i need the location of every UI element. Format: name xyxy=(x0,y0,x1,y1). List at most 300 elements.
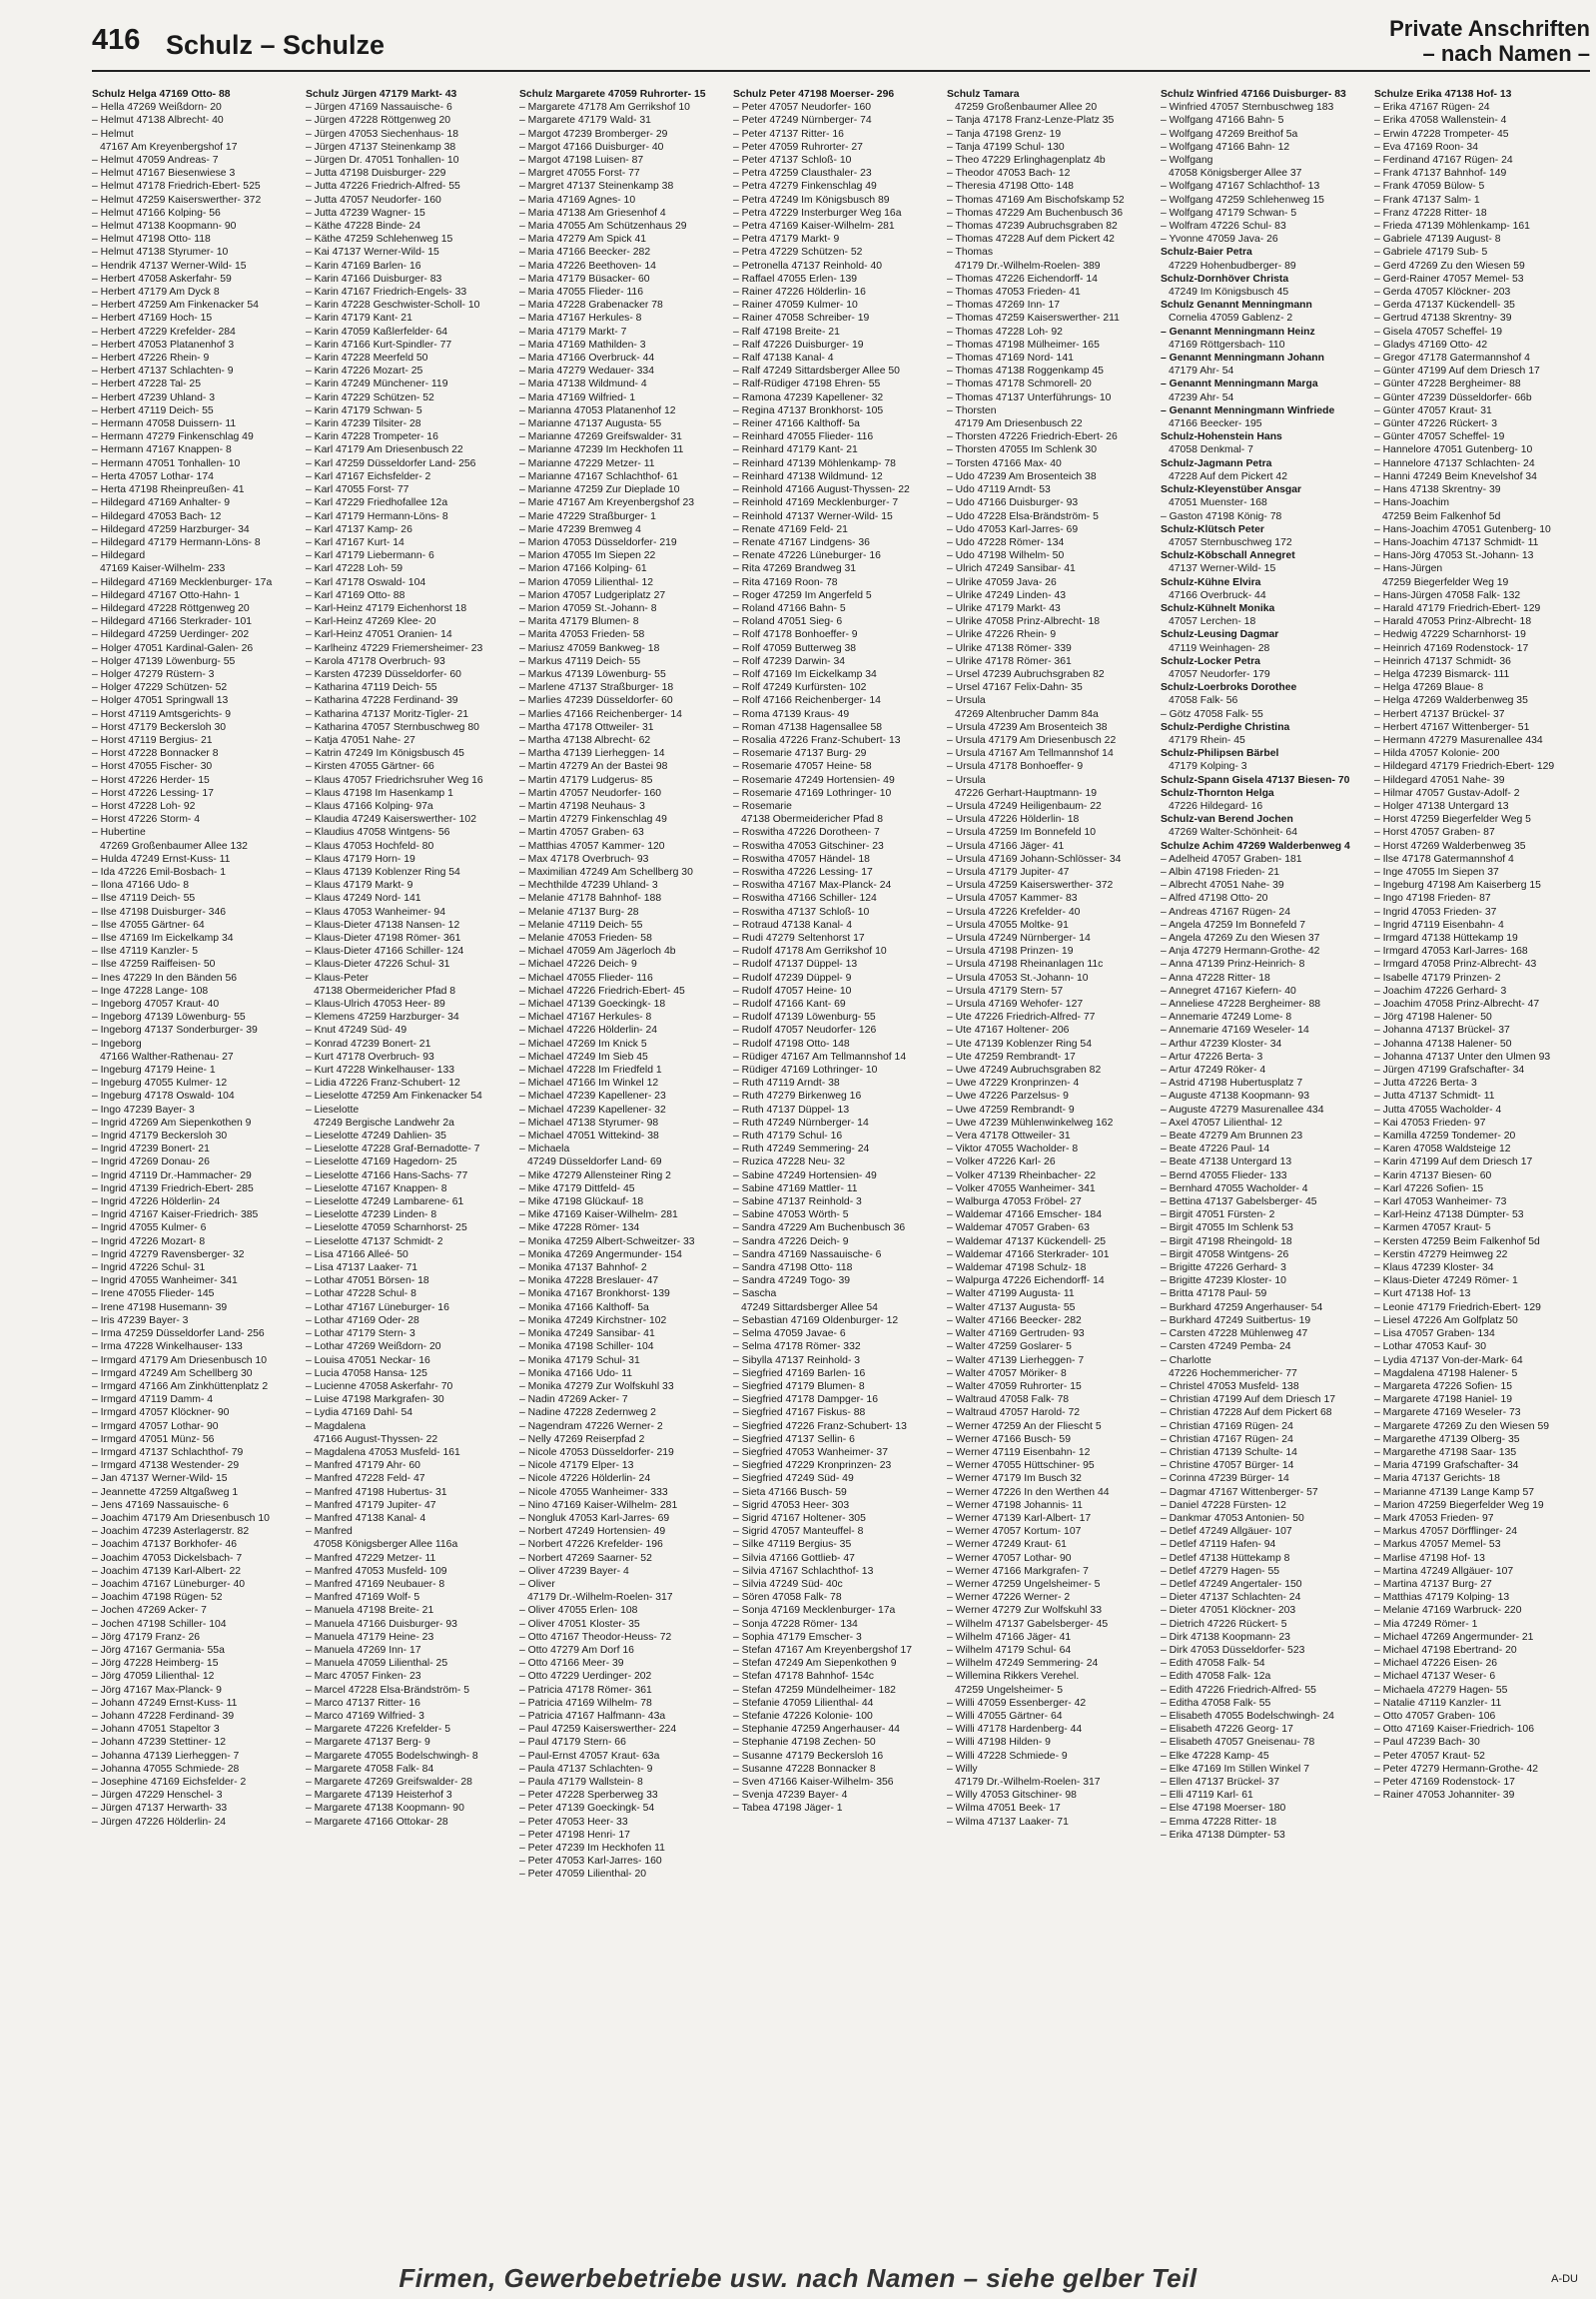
listing-entry: – Markus 47057 Memel- 53 xyxy=(1374,1539,1501,1551)
listing-entry: – Ursula 47226 Hölderlin- 18 xyxy=(947,814,1080,826)
listing-entry: – Werner 47179 Im Busch 32 xyxy=(947,1473,1082,1485)
listing-entry: – Sandra 47169 Nassauische- 6 xyxy=(733,1248,882,1260)
listing-entry: – Sabine 47053 Wörth- 5 xyxy=(733,1209,849,1221)
listing-entry: – Waldemar 47137 Kückendell- 25 xyxy=(947,1235,1107,1247)
listing-entry: – Horst 47228 Bonnacker 8 xyxy=(92,748,219,760)
listing-entry: – Johanna 47055 Schmiede- 28 xyxy=(92,1763,240,1775)
listing-entry: – Ulrike 47058 Prinz-Albrecht- 18 xyxy=(947,616,1101,628)
listing-entry: – Margarete 47169 Weseler- 73 xyxy=(1374,1407,1521,1419)
listing-entry: – Kurt 47138 Hof- 13 xyxy=(1374,1288,1471,1300)
listing-entry: – Rolf 47249 Kurfürsten- 102 xyxy=(733,682,867,694)
listing-entry: – Jörg 47167 Max-Planck- 9 xyxy=(92,1684,222,1696)
listing-entry: – Otto 47167 Theodor-Heuss- 72 xyxy=(519,1631,672,1643)
listing-entry: 47057 Sternbuschweg 172 xyxy=(1169,536,1292,548)
listing-entry: – Silvia 47167 Schlachthof- 13 xyxy=(733,1565,874,1577)
listing-entry: – Werner 47198 Johannis- 11 xyxy=(947,1499,1083,1511)
listing-entry: – Rüdiger 47169 Lothringer- 10 xyxy=(733,1065,878,1077)
listing-entry: – Werner 47057 Kortum- 107 xyxy=(947,1526,1082,1538)
listing-entry: – Maria 47169 Mathilden- 3 xyxy=(519,339,646,351)
listing-entry: – Jürgen Dr. 47051 Tonhallen- 10 xyxy=(306,155,459,167)
listing-entry: – Kai 47053 Frieden- 97 xyxy=(1374,1117,1486,1129)
listing-entry: – Torsten 47166 Max- 40 xyxy=(947,457,1062,469)
listing-entry: – Siegfried 47229 Kronprinzen- 23 xyxy=(733,1460,892,1472)
footer-note: Firmen, Gewerbebetriebe usw. nach Namen – siehe gelber Teil xyxy=(399,2263,1197,2293)
listing-entry: – Karin 47226 Mozart- 25 xyxy=(306,366,423,378)
listing-entry: 47229 Hohenbudberger- 89 xyxy=(1169,260,1296,272)
listing-entry: – Margarete 47226 Krefelder- 5 xyxy=(306,1724,450,1736)
listing-column xyxy=(92,88,300,2170)
listing-entry: – Uwe 47226 Parzelsus- 9 xyxy=(947,1091,1069,1103)
listing-entry: – Thomas 47178 Schmorell- 20 xyxy=(947,379,1092,390)
listing-entry: – Angela 47269 Zu den Wiesen 37 xyxy=(1161,933,1320,944)
listing-entry: – Ruth 47279 Birkenweg 16 xyxy=(733,1091,862,1103)
listing-entry: – Hildegard 47166 Sterkrader- 101 xyxy=(92,616,252,628)
listing-entry: – Katrin 47249 Im Königsbusch 45 xyxy=(306,748,464,760)
listing-entry: – Emma 47228 Ritter- 18 xyxy=(1161,1816,1277,1828)
listing-entry: – Margarete 47055 Bodelschwingh- 8 xyxy=(306,1750,478,1762)
listing-entry: – Willi 47228 Schmiede- 9 xyxy=(947,1750,1068,1762)
listing-entry: Schulz Margarete 47059 Ruhrorter- 15 xyxy=(519,89,706,100)
listing-entry: – Eva 47169 Roon- 34 xyxy=(1374,141,1478,153)
listing-entry: – Wolfgang 47179 Schwan- 5 xyxy=(1161,207,1297,219)
listing-entry: – Magdalena 47053 Musfeld- 161 xyxy=(306,1446,460,1458)
listing-entry: – Thomas 47228 Auf dem Pickert 42 xyxy=(947,234,1115,246)
listing-entry: – Rita 47169 Roon- 78 xyxy=(733,576,838,588)
listing-entry: – Sandra 47226 Deich- 9 xyxy=(733,1235,849,1247)
listing-entry: – Waldemar 47166 Sterkrader- 101 xyxy=(947,1248,1110,1260)
listing-entry: – Willi 47178 Hardenberg- 44 xyxy=(947,1724,1083,1736)
listing-entry: – Margarete 47138 Koopmann- 90 xyxy=(306,1803,464,1815)
listing-entry: – Helmut 47178 Friedrich-Ebert- 525 xyxy=(92,181,261,193)
listing-entry: Schulz-Perdighe Christina xyxy=(1161,721,1290,733)
listing-entry: Schulz-Dornhöver Christa xyxy=(1161,273,1289,285)
listing-entry: – Paula 47179 Wallstein- 8 xyxy=(519,1777,643,1788)
listing-entry: – Tanja 47178 Franz-Lenze-Platz 35 xyxy=(947,115,1115,127)
listing-entry: – Markus 47119 Deich- 55 xyxy=(519,655,641,667)
listing-entry: – Heinrich 47137 Schmidt- 36 xyxy=(1374,655,1511,667)
listing-entry: – Vera 47178 Ottweiler- 31 xyxy=(947,1131,1071,1143)
listing-entry: – Thomas 47137 Unterführungs- 10 xyxy=(947,391,1112,403)
listing-entry: – Roswitha 47053 Gitschiner- 23 xyxy=(733,840,884,852)
listing-entry: – Horst 47269 Walderbenweg 35 xyxy=(1374,840,1526,852)
listing-entry: – Tabea 47198 Jäger- 1 xyxy=(733,1803,843,1815)
listing-entry: – Klaudia 47249 Kaiserswerther- 102 xyxy=(306,814,476,826)
listing-entry: – Udo 47053 Karl-Jarres- 69 xyxy=(947,523,1079,535)
listing-entry: – Helmut xyxy=(92,128,134,140)
listing-entry: – Manfred xyxy=(306,1526,353,1538)
listing-entry: – Maria 47167 Herkules- 8 xyxy=(519,313,642,325)
listing-entry: – Walter 47057 Möriker- 8 xyxy=(947,1367,1067,1379)
listing-entry: – Michaela xyxy=(519,1144,570,1155)
listing-entry: – Margot 47239 Bromberger- 29 xyxy=(519,128,668,140)
listing-entry: – Tanja 47199 Schul- 130 xyxy=(947,141,1065,153)
listing-entry: – Brigitte 47226 Gerhard- 3 xyxy=(1161,1262,1286,1274)
listing-entry: – Werner 47166 Markgrafen- 7 xyxy=(947,1565,1089,1577)
listing-entry: – Lothar 47051 Börsen- 18 xyxy=(306,1275,429,1287)
listing-entry: – Lieselotte 47169 Hagedorn- 25 xyxy=(306,1156,457,1168)
listing-entry: – Marianne 47137 Augusta- 55 xyxy=(519,418,662,430)
listing-entry: – Holger 47138 Untergard 13 xyxy=(1374,800,1509,812)
listing-entry: – Thorsten 47055 Im Schlenk 30 xyxy=(947,444,1097,456)
listing-column xyxy=(519,88,727,2170)
listing-entry: – Annegret 47167 Kiefern- 40 xyxy=(1161,985,1296,997)
listing-entry: – Dieter 47051 Klöckner- 203 xyxy=(1161,1605,1296,1617)
listing-entry: 47057 Neudorfer- 179 xyxy=(1169,668,1270,680)
listing-entry: – Udo 47228 Elsa-Brändström- 5 xyxy=(947,510,1099,522)
listing-entry: – Hildegard 47053 Bach- 12 xyxy=(92,510,222,522)
listing-entry: – Petra 47229 Schützen- 52 xyxy=(733,247,863,259)
listing-entry: – Kurt 47228 Winkelhauser- 133 xyxy=(306,1065,455,1077)
listing-entry: – Ute 47167 Holtener- 206 xyxy=(947,1025,1070,1037)
listing-entry: – Joachim 47239 Asterlagerstr. 82 xyxy=(92,1526,250,1538)
listing-entry: – Peter 47228 Sperberweg 33 xyxy=(519,1790,658,1802)
listing-entry: – Sophia 47179 Emscher- 3 xyxy=(733,1631,862,1643)
listing-entry: – Helga 47269 Walderbenweg 35 xyxy=(1374,695,1528,707)
listing-entry: – Anna 47139 Prinz-Heinrich- 8 xyxy=(1161,959,1305,971)
listing-entry: – Holger 47139 Löwenburg- 55 xyxy=(92,655,236,667)
listing-entry: – Manuela 47179 Heine- 23 xyxy=(306,1631,434,1643)
listing-entry: – Sandra 47249 Togo- 39 xyxy=(733,1275,851,1287)
listing-entry: – Rudolf 47239 Düppel- 9 xyxy=(733,972,852,984)
listing-entry: – Käthe 47259 Schlehenweg 15 xyxy=(306,234,453,246)
listing-entry: – Nino 47169 Kaiser-Wilhelm- 281 xyxy=(519,1499,678,1511)
listing-entry: 47119 Weinhagen- 28 xyxy=(1169,642,1270,654)
listing-entry: – Isabelle 47179 Prinzen- 2 xyxy=(1374,972,1501,984)
listing-entry: – Marion 47059 Lilienthal- 12 xyxy=(519,576,654,588)
listing-entry: – Manfred 47169 Neubauer- 8 xyxy=(306,1578,445,1590)
listing-entry: – Arthur 47239 Kloster- 34 xyxy=(1161,1038,1282,1050)
listing-entry: – Otto 47166 Meer- 39 xyxy=(519,1658,624,1670)
listing-entry: – Ingrid 47269 Donau- 26 xyxy=(92,1156,210,1168)
listing-entry: – Elisabeth 47055 Bodelschwingh- 24 xyxy=(1161,1710,1334,1722)
listing-entry: – Johanna 47138 Halener- 50 xyxy=(1374,1038,1512,1050)
listing-entry: – Helmut 47138 Albrecht- 40 xyxy=(92,115,224,127)
listing-entry: 47259 Beim Falkenhof 5d xyxy=(1382,510,1501,522)
listing-entry: – Ingeburg 47179 Heine- 1 xyxy=(92,1065,216,1077)
listing-entry: – Maria 47179 Markt- 7 xyxy=(519,326,627,338)
listing-entry: – Marion 47057 Ludgeriplatz 27 xyxy=(519,589,666,601)
listing-entry: – Reinhard 47138 Wildmund- 12 xyxy=(733,470,883,482)
running-title: Schulz – Schulze xyxy=(166,30,386,60)
listing-entry: – Walpurga 47226 Eichendorff- 14 xyxy=(947,1275,1105,1287)
listing-entry: – Joachim 47179 Am Driesenbusch 10 xyxy=(92,1512,270,1524)
listing-entry: – Siegfried 47169 Barlen- 16 xyxy=(733,1367,866,1379)
listing-entry: – Werner 47166 Busch- 59 xyxy=(947,1433,1071,1445)
listing-entry: – Peter 47139 Goeckingk- 54 xyxy=(519,1803,655,1815)
listing-entry: – Albrecht 47051 Nahe- 39 xyxy=(1161,880,1284,892)
listing-entry: – Svenja 47239 Bayer- 4 xyxy=(733,1790,848,1802)
listing-entry: – Horst 47259 Biegerfelder Weg 5 xyxy=(1374,814,1531,826)
listing-entry: – Rolf 47239 Darwin- 34 xyxy=(733,655,846,667)
listing-entry: – Ingrid 47239 Bonert- 21 xyxy=(92,1144,210,1155)
listing-entry: – Harald 47053 Prinz-Albrecht- 18 xyxy=(1374,616,1532,628)
listing-entry: – Monika 47279 Zur Wolfskuhl 33 xyxy=(519,1380,674,1392)
listing-entry: – Jürgen 47053 Siechenhaus- 18 xyxy=(306,128,459,140)
listing-entry: – Reinhard 47055 Flieder- 116 xyxy=(733,431,874,443)
listing-entry: – Lieselotte 47249 Lambarene- 61 xyxy=(306,1196,464,1208)
listing-entry: – Gregor 47178 Gatermannshof 4 xyxy=(1374,353,1530,365)
listing-entry: – Christian 47228 Auf dem Pickert 68 xyxy=(1161,1407,1332,1419)
listing-entry: – Marianne 47239 Im Heckhofen 11 xyxy=(519,444,684,456)
listing-entry: 47249 Sittardsberger Allee 54 xyxy=(741,1301,878,1313)
listing-entry: – Thorsten xyxy=(947,404,997,416)
listing-entry: – Roman 47138 Hagensallee 58 xyxy=(733,721,883,733)
listing-entry: – Martin 47057 Neudorfer- 160 xyxy=(519,787,662,799)
listing-entry: 47057 Lerchen- 18 xyxy=(1169,616,1256,628)
listing-entry: – Ursula 47166 Jäger- 41 xyxy=(947,840,1065,852)
listing-entry: – Margarethe 47198 Saar- 135 xyxy=(1374,1446,1517,1458)
listing-entry: Schulz-Baier Petra xyxy=(1161,247,1252,259)
listing-entry: – Elke 47169 Im Stillen Winkel 7 xyxy=(1161,1763,1310,1775)
listing-entry: – Martina 47137 Burg- 27 xyxy=(1374,1578,1492,1590)
listing-entry: – Uwe 47249 Aubruchsgraben 82 xyxy=(947,1065,1102,1077)
listing-entry: – Petra 47229 Insterburger Weg 16a xyxy=(733,207,902,219)
listing-entry: – Sabine 47137 Reinhold- 3 xyxy=(733,1196,862,1208)
listing-entry: – Otto 47169 Kaiser-Friedrich- 106 xyxy=(1374,1724,1534,1736)
listing-entry: – Petra 47169 Kaiser-Wilhelm- 281 xyxy=(733,221,895,233)
listing-entry: – Gerd-Rainer 47057 Memel- 53 xyxy=(1374,273,1524,285)
listing-entry: – Detlef 47249 Allgäuer- 107 xyxy=(1161,1526,1292,1538)
listing-entry: – Ellen 47137 Brückel- 37 xyxy=(1161,1777,1279,1788)
listing-entry: – Melanie 47053 Frieden- 58 xyxy=(519,933,652,944)
listing-entry: – Ingeburg 47178 Oswald- 104 xyxy=(92,1091,235,1103)
listing-entry: – Lisa 47137 Laaker- 71 xyxy=(306,1262,418,1274)
listing-entry: – Karl 47178 Oswald- 104 xyxy=(306,576,426,588)
listing-column xyxy=(1161,88,1368,2170)
listing-entry: – Marianna 47053 Platanenhof 12 xyxy=(519,404,676,416)
listing-entry: – Helga 47239 Bismarck- 111 xyxy=(1374,668,1510,680)
listing-entry: – Wilma 47051 Beek- 17 xyxy=(947,1803,1061,1815)
listing-entry: – Sigrid 47057 Manteuffel- 8 xyxy=(733,1526,864,1538)
listing-entry: – Michael 47166 Im Winkel 12 xyxy=(519,1078,659,1090)
listing-entry: – Ursula 47239 Am Brosenteich 38 xyxy=(947,721,1108,733)
listing-entry: – Karl 47226 Sofien- 15 xyxy=(1374,1182,1484,1194)
listing-entry: – Klaus-Ulrich 47053 Heer- 89 xyxy=(306,999,445,1011)
listing-entry: – Roma 47139 Kraus- 49 xyxy=(733,708,850,720)
listing-entry: – Petra 47179 Markt- 9 xyxy=(733,234,840,246)
listing-entry: – Günter 47199 Auf dem Driesch 17 xyxy=(1374,366,1540,378)
listing-entry: – Karl 47179 Hermann-Löns- 8 xyxy=(306,510,448,522)
listing-entry: – Horst 47057 Graben- 87 xyxy=(1374,827,1495,839)
listing-entry: – Annemarie 47249 Lome- 8 xyxy=(1161,1012,1292,1024)
listing-entry: – Michael 47269 Im Knick 5 xyxy=(519,1038,647,1050)
listing-entry: – Ursula xyxy=(947,695,986,707)
listing-entry: – Herbert 47239 Uhland- 3 xyxy=(92,391,216,403)
listing-entry: – Albin 47198 Frieden- 21 xyxy=(1161,866,1279,878)
listing-entry: – Irma 47228 Winkelhauser- 133 xyxy=(92,1341,243,1353)
listing-entry: – Oliver 47239 Bayer- 4 xyxy=(519,1565,629,1577)
listing-entry: – Hans-Jürgen xyxy=(1374,563,1443,575)
listing-entry: – Werner 47055 Hüttschiner- 95 xyxy=(947,1460,1095,1472)
listing-entry: – Rudi 47279 Seltenhorst 17 xyxy=(733,933,865,944)
listing-entry: – Holger 47051 Kardinal-Galen- 26 xyxy=(92,642,254,654)
listing-entry: 47269 Großenbaumer Allee 132 xyxy=(100,840,248,852)
listing-entry: – Ursula 47169 Wehofer- 127 xyxy=(947,999,1084,1011)
listing-entry: – Rita 47269 Brandweg 31 xyxy=(733,563,857,575)
listing-entry: – Lieselotte 47137 Schmidt- 2 xyxy=(306,1235,443,1247)
listing-entry: – Werner 47226 In den Werthen 44 xyxy=(947,1486,1110,1498)
listing-entry: – Karin 47166 Kurt-Spindler- 77 xyxy=(306,339,452,351)
listing-entry: – Rudolf 47166 Kant- 69 xyxy=(733,999,846,1011)
listing-entry: – Ingrid 47226 Mozart- 8 xyxy=(92,1235,206,1247)
listing-entry: Schulz Winfried 47166 Duisburger- 83 xyxy=(1161,89,1346,100)
listing-entry: – Maria 47169 Agnes- 10 xyxy=(519,194,636,206)
listing-entry: – Marlies 47239 Düsseldorfer- 60 xyxy=(519,695,673,707)
listing-entry: – Genannt Menningmann Johann xyxy=(1161,353,1324,365)
listing-entry: – Herbert 47259 Am Finkenacker 54 xyxy=(92,300,259,312)
listing-entry: – Marion 47259 Biegerfelder Weg 19 xyxy=(1374,1499,1544,1511)
listing-entry: – Johanna 47137 Brückel- 37 xyxy=(1374,1025,1510,1037)
listing-entry: 47269 Altenbrucher Damm 84a xyxy=(955,708,1099,720)
listing-entry: – Dietrich 47226 Rückert- 5 xyxy=(1161,1618,1287,1630)
listing-entry: – Werner 47226 Werner- 2 xyxy=(947,1592,1071,1604)
listing-entry: – Michael 47239 Kapellener- 23 xyxy=(519,1091,666,1103)
listing-entry: – Lothar 47179 Stern- 3 xyxy=(306,1328,415,1340)
listing-entry: – Irene 47055 Flieder- 145 xyxy=(92,1288,215,1300)
listing-entry: – Klaus 47166 Kolping- 97a xyxy=(306,800,433,812)
listing-entry: – Reinhold 47169 Mecklenburger- 7 xyxy=(733,497,899,509)
listing-entry: – Hildegard 47169 Mecklenburger- 17a xyxy=(92,576,273,588)
listing-entry: – Roswitha 47226 Lessing- 17 xyxy=(733,866,873,878)
listing-entry: – Willi 47059 Essenberger- 42 xyxy=(947,1697,1087,1709)
listing-entry: – Gaston 47198 König- 78 xyxy=(1161,510,1282,522)
listing-entry: – Kurt 47178 Overbruch- 93 xyxy=(306,1051,434,1063)
listing-entry: 47058 Königsberger Allee 116a xyxy=(314,1539,458,1551)
listing-entry: – Monika 47259 Albert-Schweitzer- 33 xyxy=(519,1235,695,1247)
listing-entry: – Herta 47198 Rheinpreußen- 41 xyxy=(92,484,245,496)
listing-entry: – Hildegard 47167 Otto-Hahn- 1 xyxy=(92,589,240,601)
listing-entry: – Walter 47137 Augusta- 55 xyxy=(947,1301,1076,1313)
listing-entry: – Volker 47055 Wanheimer- 341 xyxy=(947,1182,1096,1194)
listing-entry: – Margret 47137 Steinenkamp 38 xyxy=(519,181,674,193)
listing-entry: – Petra 47279 Finkenschlag 49 xyxy=(733,181,877,193)
listing-entry: – Sascha xyxy=(733,1288,777,1300)
listing-entry: – Peter 47059 Lilienthal- 20 xyxy=(519,1869,647,1881)
listing-entry: – Margret 47055 Forst- 77 xyxy=(519,168,640,180)
listing-entry: – Ursula 47057 Kammer- 83 xyxy=(947,893,1078,905)
listing-entry: – Jürgen 47199 Grafschafter- 34 xyxy=(1374,1065,1525,1077)
listing-entry: – Detlef 47249 Angertaler- 150 xyxy=(1161,1578,1302,1590)
listing-entry: 47166 Beecker- 195 xyxy=(1169,418,1262,430)
listing-entry: – Joachim 47198 Rügen- 52 xyxy=(92,1592,223,1604)
listing-entry: – Rosemarie 47249 Hortensien- 49 xyxy=(733,774,895,786)
listing-entry: – Bernd 47055 Flieder- 133 xyxy=(1161,1169,1287,1181)
listing-entry: – Wolfgang 47259 Schlehenweg 15 xyxy=(1161,194,1324,206)
listing-entry: – Michael 47059 Am Jägerloch 4b xyxy=(519,946,676,958)
listing-entry: – Werner 47057 Lothar- 90 xyxy=(947,1552,1072,1564)
listing-entry: – Bernhard 47055 Wacholder- 4 xyxy=(1161,1182,1308,1194)
listing-entry: – Ingrid 47119 Dr.-Hammacher- 29 xyxy=(92,1169,252,1181)
listing-entry: – Ferdinand 47167 Rügen- 24 xyxy=(1374,155,1513,167)
listing-entry: – Marion 47055 Im Siepen 22 xyxy=(519,550,656,562)
listing-entry: – Thomas xyxy=(947,247,994,259)
listing-entry: – Lieselotte 47249 Dahlien- 35 xyxy=(306,1131,446,1143)
listing-entry: 47226 Hochemmericher- 77 xyxy=(1169,1367,1297,1379)
listing-entry: – Josephine 47169 Eichsfelder- 2 xyxy=(92,1777,247,1788)
listing-entry: – Karlheinz 47229 Friemersheimer- 23 xyxy=(306,642,483,654)
listing-entry: – Ursula xyxy=(947,774,986,786)
listing-entry: – Kirsten 47055 Gärtner- 66 xyxy=(306,761,434,773)
listing-entry: – Hildegard 47259 Uerdinger- 202 xyxy=(92,629,250,641)
listing-entry: – Natalie 47119 Kanzler- 11 xyxy=(1374,1697,1502,1709)
listing-entry: – Hedwig 47229 Scharnhorst- 19 xyxy=(1374,629,1526,641)
listing-entry: – Rosalia 47226 Franz-Schubert- 13 xyxy=(733,734,901,746)
listing-entry: – Klaus-Dieter 47166 Schiller- 124 xyxy=(306,946,464,958)
listing-entry: – Manfred 47169 Wolf- 5 xyxy=(306,1592,420,1604)
listing-entry: 47138 Obermeidericher Pfad 8 xyxy=(741,814,884,826)
listing-entry: – Peter 47059 Ruhrorter- 27 xyxy=(733,141,863,153)
region-code: A-DU xyxy=(1551,2273,1578,2285)
listing-entry: – Marianne 47229 Metzer- 11 xyxy=(519,457,655,469)
listing-entry: – Alfred 47198 Otto- 20 xyxy=(1161,893,1268,905)
listing-entry: – Hildegard 47051 Nahe- 39 xyxy=(1374,774,1505,786)
listing-entry: – Ulrike 47226 Rhein- 9 xyxy=(947,629,1057,641)
listing-entry: – Franz 47228 Ritter- 18 xyxy=(1374,207,1487,219)
listing-entry: – Marianne 47139 Lange Kamp 57 xyxy=(1374,1486,1535,1498)
listing-entry: – Hans-Jürgen 47058 Falk- 132 xyxy=(1374,589,1521,601)
listing-entry: – Ingeburg 47055 Kulmer- 12 xyxy=(92,1078,228,1090)
listing-entry: Schulz-Spann Gisela 47137 Biesen- 70 xyxy=(1161,774,1350,786)
listing-entry: – Norbert 47269 Saarner- 52 xyxy=(519,1552,652,1564)
listing-entry: – Thomas 47169 Nord- 141 xyxy=(947,353,1074,365)
listing-entry: – Wilhelm 47179 Schul- 64 xyxy=(947,1644,1072,1656)
listing-entry: – Ruzica 47228 Neu- 32 xyxy=(733,1156,846,1168)
listing-entry: – Margarete 47139 Heisterhof 3 xyxy=(306,1790,452,1802)
listing-entry: – Stefan 47249 Am Siepenkothen 9 xyxy=(733,1658,897,1670)
listing-entry: – Otto 47057 Graben- 106 xyxy=(1374,1710,1496,1722)
listing-entry: – Johann 47239 Stettiner- 12 xyxy=(92,1737,227,1749)
listing-entry: – Jutta 47226 Berta- 3 xyxy=(1374,1078,1477,1090)
listing-entry: – Birgit 47058 Wintgens- 26 xyxy=(1161,1248,1289,1260)
listing-entry: – Marco 47137 Ritter- 16 xyxy=(306,1697,420,1709)
listing-entry: – Roger 47259 Im Angerfeld 5 xyxy=(733,589,872,601)
listing-entry: – Klaus-Peter xyxy=(306,972,369,984)
listing-entry: – Mechthilde 47239 Uhland- 3 xyxy=(519,880,658,892)
listing-entry: – Marita 47053 Frieden- 58 xyxy=(519,629,645,641)
listing-entry: – Detlef 47279 Hagen- 55 xyxy=(1161,1565,1280,1577)
listing-entry: – Michaela 47279 Hagen- 55 xyxy=(1374,1684,1508,1696)
listing-entry: – Thomas 47259 Kaiserswerther- 211 xyxy=(947,313,1120,325)
listing-entry: – Melanie 47137 Burg- 28 xyxy=(519,906,639,918)
listing-entry: – Silvia 47249 Süd- 40c xyxy=(733,1578,843,1590)
listing-entry: – Herta 47057 Lothar- 174 xyxy=(92,470,214,482)
listing-entry: – Beate 47138 Untergard 13 xyxy=(1161,1156,1292,1168)
listing-entry: – Rainer 47059 Kulmer- 10 xyxy=(733,300,858,312)
listing-entry: – Paul 47239 Bach- 30 xyxy=(1374,1737,1480,1749)
listing-entry: – Karl 47167 Kurt- 14 xyxy=(306,536,404,548)
listing-entry: – Peter 47053 Karl-Jarres- 160 xyxy=(519,1856,662,1868)
listing-entry: – Monika 47269 Angermunder- 154 xyxy=(519,1248,682,1260)
listing-entry: Schulz-Köbschall Annegret xyxy=(1161,550,1295,562)
listing-entry: – Käthe 47228 Binde- 24 xyxy=(306,221,420,233)
listing-entry: Schulz-Kleyenstüber Ansgar xyxy=(1161,484,1302,496)
listing-entry: – Joachim 47058 Prinz-Albrecht- 47 xyxy=(1374,999,1540,1011)
page-header xyxy=(0,0,1596,70)
listing-entry: – Hildegard 47259 Harzburger- 34 xyxy=(92,523,250,535)
listing-entry: – Ursula 47249 Heiligenbaum- 22 xyxy=(947,800,1102,812)
listing-entry: – Genannt Menningmann Marga xyxy=(1161,379,1318,390)
listing-entry: – Martin 47198 Neuhaus- 3 xyxy=(519,800,645,812)
listing-entry: – Ruth 47137 Düppel- 13 xyxy=(733,1104,850,1116)
listing-entry: – Rudolf 47198 Otto- 148 xyxy=(733,1038,850,1050)
listing-entry: – Michael 47269 Angermunder- 21 xyxy=(1374,1631,1534,1643)
listing-entry: – Herbert 47137 Schlachten- 9 xyxy=(92,366,234,378)
listing-entry: – Roswitha 47226 Dorotheen- 7 xyxy=(733,827,880,839)
listing-entry: – Norbert 47226 Krefelder- 196 xyxy=(519,1539,663,1551)
listing-entry: – Karl 47055 Forst- 77 xyxy=(306,484,409,496)
listing-entry: – Karin 47228 Geschwister-Scholl- 10 xyxy=(306,300,480,312)
listing-entry: – Marc 47057 Finken- 23 xyxy=(306,1671,421,1683)
